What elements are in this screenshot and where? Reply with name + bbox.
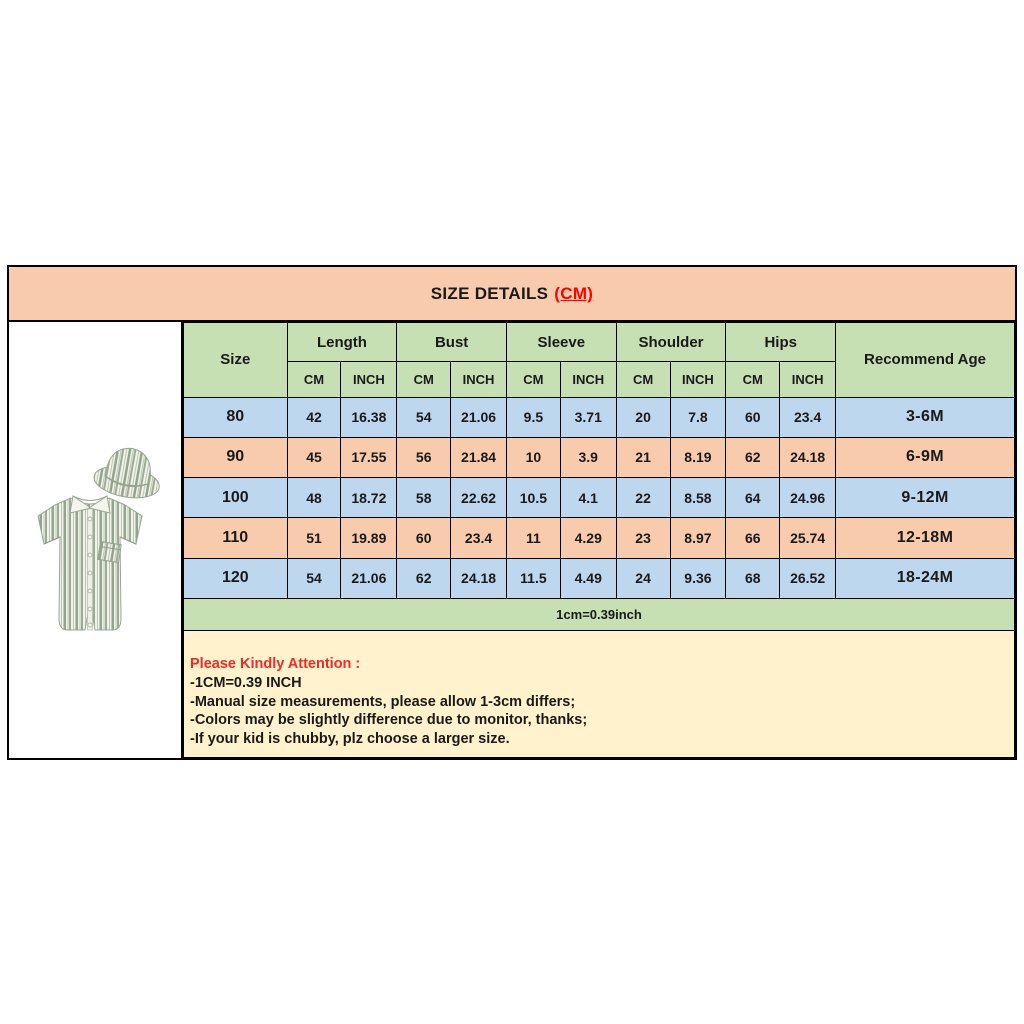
shoulder-inch-cell: 7.8 [670,397,726,437]
sleeve-inch-cell: 4.49 [560,558,616,598]
sleeve-cm-cell: 10 [506,437,560,477]
length-cm-header: CM [287,362,341,397]
sheet-content [9,322,1015,758]
sleeve-cm-cell: 9.5 [506,397,560,437]
table-row-size-90 [184,437,1015,477]
table-row-size-100 [184,478,1015,518]
hips-cm-cell: 64 [726,478,780,518]
bucket-hat-icon [92,443,166,503]
bust-cm-header: CM [397,362,451,397]
romper-icon [38,496,142,630]
sleeve-cm-cell: 10.5 [506,478,560,518]
sleeve-cm-cell: 11.5 [506,558,560,598]
recommend-age-column-header: Recommend Age [836,323,1015,398]
attention-line: -1CM=0.39 INCH [190,674,302,691]
bust-cm-cell: 58 [397,478,451,518]
shoulder-cm-cell: 24 [616,558,670,598]
bust-inch-header: INCH [451,362,507,397]
sleeve-inch-cell: 3.71 [560,397,616,437]
table-row-size-80 [184,397,1015,437]
product-image [9,322,183,758]
length-cm-cell: 48 [287,478,341,518]
bust-cm-cell: 56 [397,437,451,477]
hips-inch-header: INCH [780,362,836,397]
bust-inch-cell: 23.4 [451,518,507,558]
sleeve-inch-cell: 3.9 [560,437,616,477]
length-inch-header: INCH [341,362,397,397]
title-band [9,267,1015,322]
length-cm-cell: 45 [287,437,341,477]
shoulder-inch-cell: 8.58 [670,478,726,518]
table-row-size-120 [184,558,1015,598]
length-cm-cell: 51 [287,518,341,558]
length-cm-cell: 42 [287,397,341,437]
hips-inch-cell: 26.52 [780,558,836,598]
bust-cm-cell: 60 [397,518,451,558]
hips-cm-cell: 60 [726,397,780,437]
bust-inch-cell: 21.06 [451,397,507,437]
recommend-age-cell: 9-12M [836,478,1015,518]
hips-group-header: Hips [726,323,836,362]
recommend-age-cell: 18-24M [836,558,1015,598]
shoulder-group-header: Shoulder [616,323,726,362]
bust-inch-cell: 22.62 [451,478,507,518]
recommend-age-cell: 12-18M [836,518,1015,558]
attention-line: -Colors may be slightly difference due to monitor, thanks; [190,712,588,729]
sleeve-inch-cell: 4.1 [560,478,616,518]
size-table [183,322,1015,758]
shoulder-inch-header: INCH [670,362,726,397]
length-inch-cell: 17.55 [341,437,397,477]
hips-inch-cell: 24.18 [780,437,836,477]
recommend-age-cell: 6-9M [836,437,1015,477]
attention-heading: Please Kindly Attention : [190,656,361,673]
sleeve-inch-cell: 4.29 [560,518,616,558]
length-group-header: Length [287,323,397,362]
size-column-header: Size [184,323,288,398]
size-cell: 120 [184,558,288,598]
size-chart-sheet [7,265,1017,760]
size-cell: 110 [184,518,288,558]
attention-box [184,631,1015,758]
recommend-age-cell: 3-6M [836,397,1015,437]
size-cell: 80 [184,397,288,437]
length-inch-cell: 16.38 [341,397,397,437]
shoulder-cm-header: CM [616,362,670,397]
sleeve-inch-header: INCH [560,362,616,397]
hips-inch-cell: 24.96 [780,478,836,518]
length-cm-cell: 54 [287,558,341,598]
conversion-note: 1cm=0.39inch [184,598,1015,630]
bust-cm-cell: 62 [397,558,451,598]
attention-line: -If your kid is chubby, plz choose a larger size. [190,731,510,748]
page-title: SIZE DETAILS [430,283,549,303]
bust-inch-cell: 24.18 [451,558,507,598]
hips-inch-cell: 23.4 [780,397,836,437]
hips-cm-cell: 62 [726,437,780,477]
shoulder-inch-cell: 9.36 [670,558,726,598]
length-inch-cell: 18.72 [341,478,397,518]
bust-cm-cell: 54 [397,397,451,437]
hips-inch-cell: 25.74 [780,518,836,558]
shoulder-inch-cell: 8.19 [670,437,726,477]
size-cell: 100 [184,478,288,518]
shoulder-inch-cell: 8.97 [670,518,726,558]
page-title-unit: (CM) [554,283,594,303]
shoulder-cm-cell: 21 [616,437,670,477]
attention-line: -Manual size measurements, please allow 1-3cm differs; [190,693,576,710]
bust-inch-cell: 21.84 [451,437,507,477]
table-row-size-110 [184,518,1015,558]
size-cell: 90 [184,437,288,477]
length-inch-cell: 21.06 [341,558,397,598]
shoulder-cm-cell: 23 [616,518,670,558]
length-inch-cell: 19.89 [341,518,397,558]
hips-cm-cell: 68 [726,558,780,598]
sleeve-cm-cell: 11 [506,518,560,558]
shoulder-cm-cell: 22 [616,478,670,518]
hips-cm-cell: 66 [726,518,780,558]
shoulder-cm-cell: 20 [616,397,670,437]
sleeve-cm-header: CM [506,362,560,397]
hips-cm-header: CM [726,362,780,397]
bust-group-header: Bust [397,323,507,362]
baby-romper-and-hat-illustration [9,322,183,758]
sleeve-group-header: Sleeve [506,323,616,362]
